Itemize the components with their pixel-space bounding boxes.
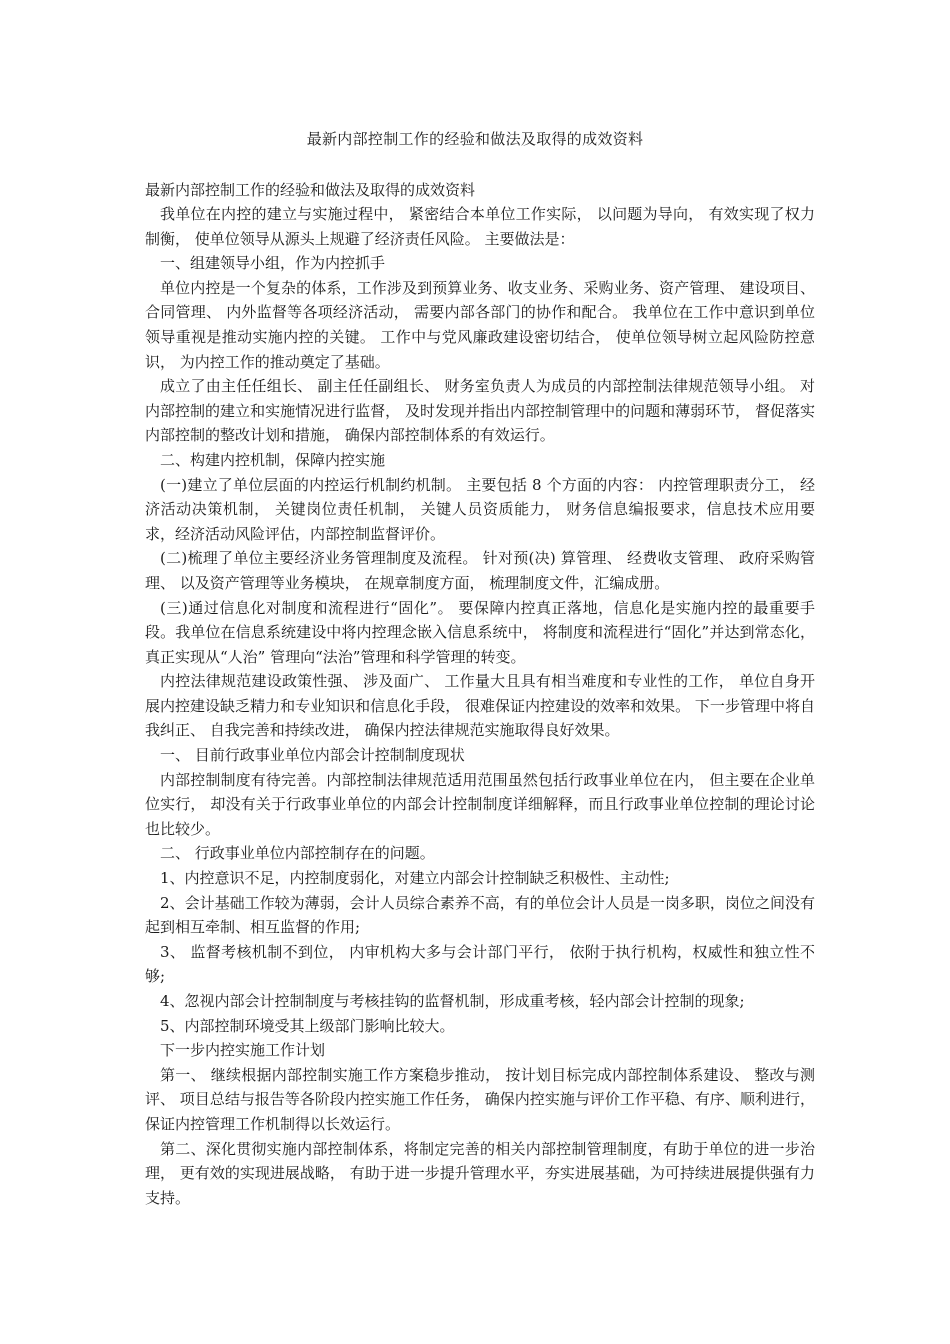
document-subtitle: 最新内部控制工作的经验和做法及取得的成效资料	[145, 181, 476, 199]
document-body	[145, 178, 815, 1210]
paragraph: (一)建立了单位层面的内控运行机制约机制。 主要包括 8 个方面的内容： 内控管理职责分工， 经济活动决策机制， 关键岗位责任机制， 关键人员资质能力， 财务信息编报要求，信息技术应用要求，经济活动风险评估，内部控制监督评价。	[145, 475, 815, 543]
section-heading: 二、 行政事业单位内部控制存在的问题。	[160, 844, 435, 863]
section-heading: 二、构建内控机制，保障内控实施	[160, 450, 386, 469]
paragraph: 第一、 继续根据内部控制实施工作方案稳步推动， 按计划目标完成内部控制体系建设、 整改与测评、 项目总结与报告等各阶段内控实施工作任务， 确保内控实施与评价工作平稳、有序、顺利进行，保证内控管理工作机制得以长效运行。	[145, 1065, 815, 1133]
list-item: 1、内控意识不足，内控制度弱化，对建立内部会计控制缺乏积极性、主动性;	[160, 869, 670, 888]
list-item: 2、会计基础工作较为薄弱，会计人员综合素养不高，有的单位会计人员是一岗多职，岗位之间没有起到相互牵制、相互监督的作用;	[145, 893, 815, 937]
paragraph: 内部控制制度有待完善。内部控制法律规范适用范围虽然包括行政事业单位在内， 但主要在企业单位实行， 却没有关于行政事业单位的内部会计控制制度详细解释，而且行政事业单位控制的理论讨论也比较少。	[145, 770, 815, 838]
paragraph: 我单位在内控的建立与实施过程中， 紧密结合本单位工作实际， 以问题为导向， 有效实现了权力制衡， 使单位领导从源头上规避了经济责任风险。 主要做法是：	[145, 205, 815, 248]
section-heading: 下一步内控实施工作计划	[160, 1041, 326, 1060]
document-title: 最新内部控制工作的经验和做法及取得的成效资料	[306, 130, 644, 148]
paragraph: (三)通过信息化对制度和流程进行“固化”。 要保障内控真正落地，信息化是实施内控的最重要手段。我单位在信息系统建设中将内控理念嵌入信息系统中， 将制度和流程进行“固化”并达到常态化， 真正实现从“人治” 管理向“法治”管理和科学管理的转变。	[145, 598, 815, 666]
list-item: 3、 监督考核机制不到位， 内审机构大多与会计部门平行， 依附于执行机构，权威性和独立性不够;	[145, 942, 815, 986]
paragraph: 成立了由主任任组长、 副主任任副组长、 财务室负责人为成员的内部控制法律规范领导小组。 对内部控制的建立和实施情况进行监督， 及时发现并指出内部控制管理中的问题和薄弱环节， 督促落实内部控制的整改计划和措施， 确保内部控制体系的有效运行。	[145, 377, 815, 445]
paragraph: (二)梳理了单位主要经济业务管理制度及流程。 针对预(决) 算管理、 经费收支管理、 政府采购管理、 以及资产管理等业务模块， 在规章制度方面， 梳理制度文件，汇编成册。	[145, 549, 815, 592]
paragraph: 内控法律规范建设政策性强、 涉及面广、 工作量大且具有相当难度和专业性的工作， 单位自身开展内控建设缺乏精力和专业知识和信息化手段， 很难保证内控建设的效率和效果。 下一步管理中将自我纠正、 自我完善和持续改进， 确保内控法律规范实施取得良好效果。	[145, 672, 815, 740]
list-item: 5、内部控制环境受其上级部门影响比较大。	[160, 1016, 455, 1035]
paragraph: 第二、深化贯彻实施内部控制体系，将制定完善的相关内部控制管理制度，有助于单位的进一步治理， 更有效的实现进展战略， 有助于进一步提升管理水平，夯实进展基础，为可持续进展提供强有力支持。	[145, 1139, 815, 1207]
paragraph: 单位内控是一个复杂的体系，工作涉及到预算业务、收支业务、采购业务、资产管理、 建设项目、 合同管理、 内外监督等各项经济活动， 需要内部各部门的协作和配合。 我单位在工作中意识到单位领导重视是推动实施内控的关键。 工作中与党风廉政建设密切结合， 使单位领导树立起风险防控意识， 为内控工作的推动奠定了基础。	[145, 278, 815, 371]
section-heading: 一、 目前行政事业单位内部会计控制制度现状	[160, 746, 465, 765]
section-heading: 一、组建领导小组，作为内控抓手	[160, 254, 386, 273]
list-item: 4、忽视内部会计控制制度与考核挂钩的监督机制，形成重考核，轻内部会计控制的现象;	[160, 992, 745, 1010]
